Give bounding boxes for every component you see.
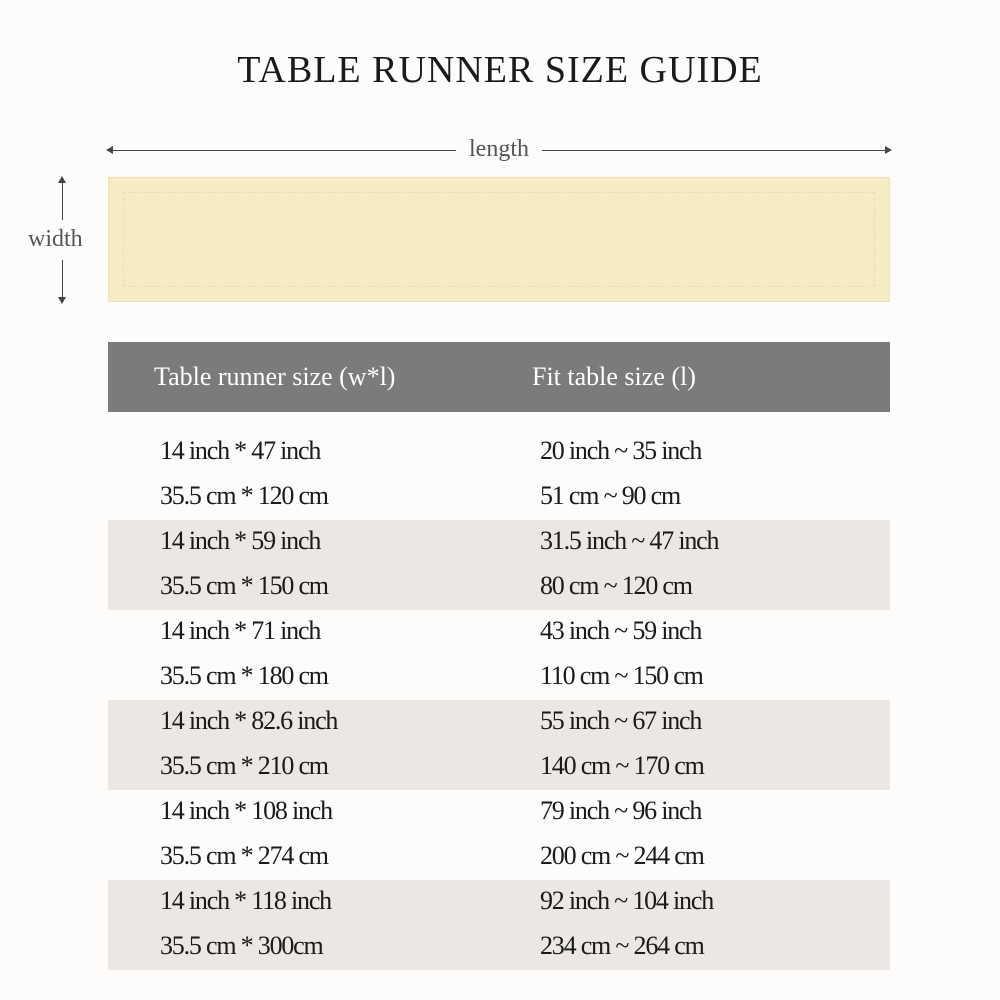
table-row [108, 430, 890, 520]
runner-size-cm: 35.5 cm * 150 cm [160, 571, 328, 600]
header-runner-size: Table runner size (w*l) [154, 362, 396, 391]
page-title: TABLE RUNNER SIZE GUIDE [237, 49, 763, 91]
length-dimension-arrow [106, 136, 892, 164]
table-row [108, 880, 890, 970]
size-table-header [108, 342, 890, 412]
arrow-down-icon [58, 297, 66, 304]
table-row [108, 610, 890, 700]
width-line-bottom [62, 260, 63, 298]
length-label: length [469, 136, 529, 162]
width-line-top [62, 182, 63, 220]
length-line-left [110, 150, 456, 151]
arrow-right-icon [885, 146, 892, 154]
fit-size-cm: 110 cm ~ 150 cm [540, 661, 703, 690]
runner-size-inch: 14 inch * 59 inch [160, 526, 321, 555]
fit-size-cm: 234 cm ~ 264 cm [540, 931, 704, 960]
fit-size-cm: 200 cm ~ 244 cm [540, 841, 704, 870]
fit-size-inch: 31.5 inch ~ 47 inch [540, 526, 719, 555]
runner-pattern [123, 192, 875, 287]
runner-size-cm: 35.5 cm * 300cm [160, 931, 323, 960]
header-fit-table-size: Fit table size (l) [532, 362, 696, 391]
table-row [108, 520, 890, 610]
fit-size-inch: 55 inch ~ 67 inch [540, 706, 702, 735]
size-table-body [108, 430, 890, 970]
fit-size-cm: 80 cm ~ 120 cm [540, 571, 692, 600]
table-row [108, 790, 890, 880]
runner-size-cm: 35.5 cm * 274 cm [160, 841, 328, 870]
fit-size-inch: 20 inch ~ 35 inch [540, 436, 702, 465]
runner-size-inch: 14 inch * 82.6 inch [160, 706, 338, 735]
fit-size-inch: 43 inch ~ 59 inch [540, 616, 702, 645]
length-line-right [542, 150, 888, 151]
runner-size-cm: 35.5 cm * 180 cm [160, 661, 328, 690]
runner-size-inch: 14 inch * 71 inch [160, 616, 321, 645]
fit-size-inch: 92 inch ~ 104 inch [540, 886, 713, 915]
fit-size-inch: 79 inch ~ 96 inch [540, 796, 702, 825]
runner-size-inch: 14 inch * 108 inch [160, 796, 332, 825]
width-label: width [28, 226, 83, 252]
runner-size-cm: 35.5 cm * 210 cm [160, 751, 328, 780]
runner-size-inch: 14 inch * 118 inch [160, 886, 331, 915]
table-runner-swatch [108, 177, 890, 302]
fit-size-cm: 140 cm ~ 170 cm [540, 751, 704, 780]
fit-size-cm: 51 cm ~ 90 cm [540, 481, 680, 510]
runner-size-inch: 14 inch * 47 inch [160, 436, 321, 465]
table-row [108, 700, 890, 790]
runner-size-cm: 35.5 cm * 120 cm [160, 481, 328, 510]
